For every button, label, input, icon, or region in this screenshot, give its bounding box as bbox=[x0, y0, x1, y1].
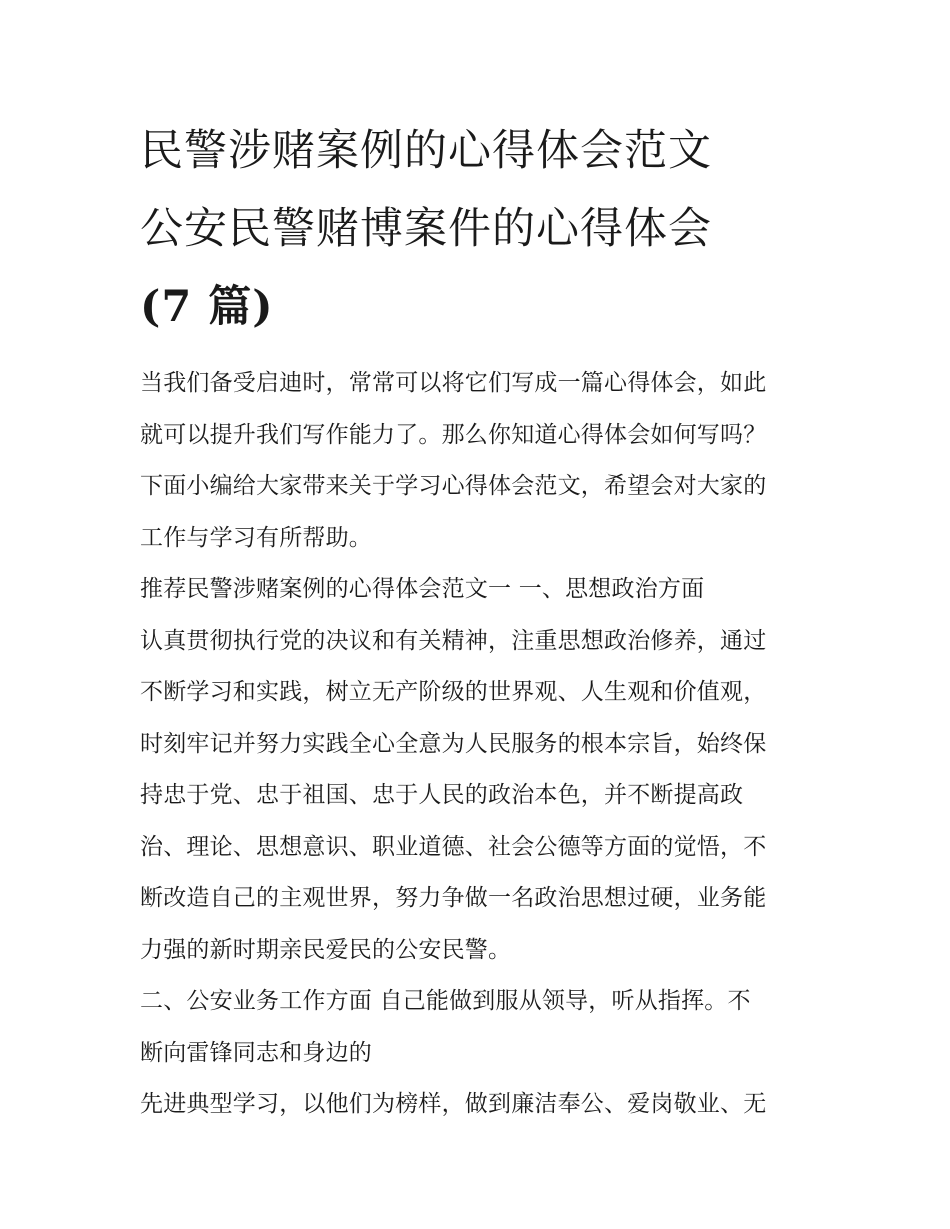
paragraph-line: 认真贯彻执行党的决议和有关精神，注重思想政治修养，通过 bbox=[140, 627, 767, 654]
title-line-2: 公安民警赌博案件的心得体会 bbox=[140, 204, 712, 254]
paragraph-line: 下面小编给大家带来关于学习心得体会范文，希望会对大家的 bbox=[140, 473, 767, 499]
paragraph-political bbox=[140, 616, 820, 977]
paragraph-line: 断向雷锋同志和身边的 bbox=[140, 1039, 372, 1066]
title-line-1: 民警涉赌案例的心得体会范文 bbox=[140, 126, 712, 176]
paragraph-line: 持忠于党、忠于祖国、忠于人民的政治本色，并不断提高政 bbox=[140, 782, 744, 808]
paragraph-intro bbox=[140, 358, 820, 564]
paragraph-business bbox=[140, 976, 820, 1079]
paragraph-line: 工作与学习有所帮助。 bbox=[140, 524, 372, 551]
paragraph-line: 时刻牢记并努力实践全心全意为人民服务的根本宗旨，始终保 bbox=[140, 730, 767, 757]
title-line-3: (7 篇) bbox=[140, 282, 274, 332]
document-page bbox=[140, 112, 820, 1131]
paragraph-line: 先进典型学习，以他们为榜样，做到廉洁奉公、爱岗敬业、无 bbox=[140, 1091, 767, 1117]
paragraph-line: 推荐民警涉赌案例的心得体会范文一 一、思想政治方面 bbox=[140, 576, 705, 602]
section-heading-political bbox=[140, 564, 820, 616]
paragraph-line: 二、公安业务工作方面 自己能做到服从领导，听从指挥。不 bbox=[140, 988, 751, 1014]
document-title bbox=[140, 112, 820, 346]
paragraph-line: 就可以提升我们写作能力了。那么你知道心得体会如何写吗？ bbox=[140, 421, 767, 448]
paragraph-models bbox=[140, 1079, 820, 1131]
paragraph-line: 不断学习和实践，树立无产阶级的世界观、人生观和价值观， bbox=[140, 679, 767, 705]
paragraph-line: 当我们备受启迪时，常常可以将它们写成一篇心得体会，如此 bbox=[140, 370, 767, 396]
paragraph-line: 断改造自己的主观世界，努力争做一名政治思想过硬，业务能 bbox=[140, 885, 767, 911]
paragraph-line: 力强的新时期亲民爱民的公安民警。 bbox=[140, 936, 512, 963]
paragraph-line: 治、理论、思想意识、职业道德、社会公德等方面的觉悟，不 bbox=[140, 833, 767, 860]
